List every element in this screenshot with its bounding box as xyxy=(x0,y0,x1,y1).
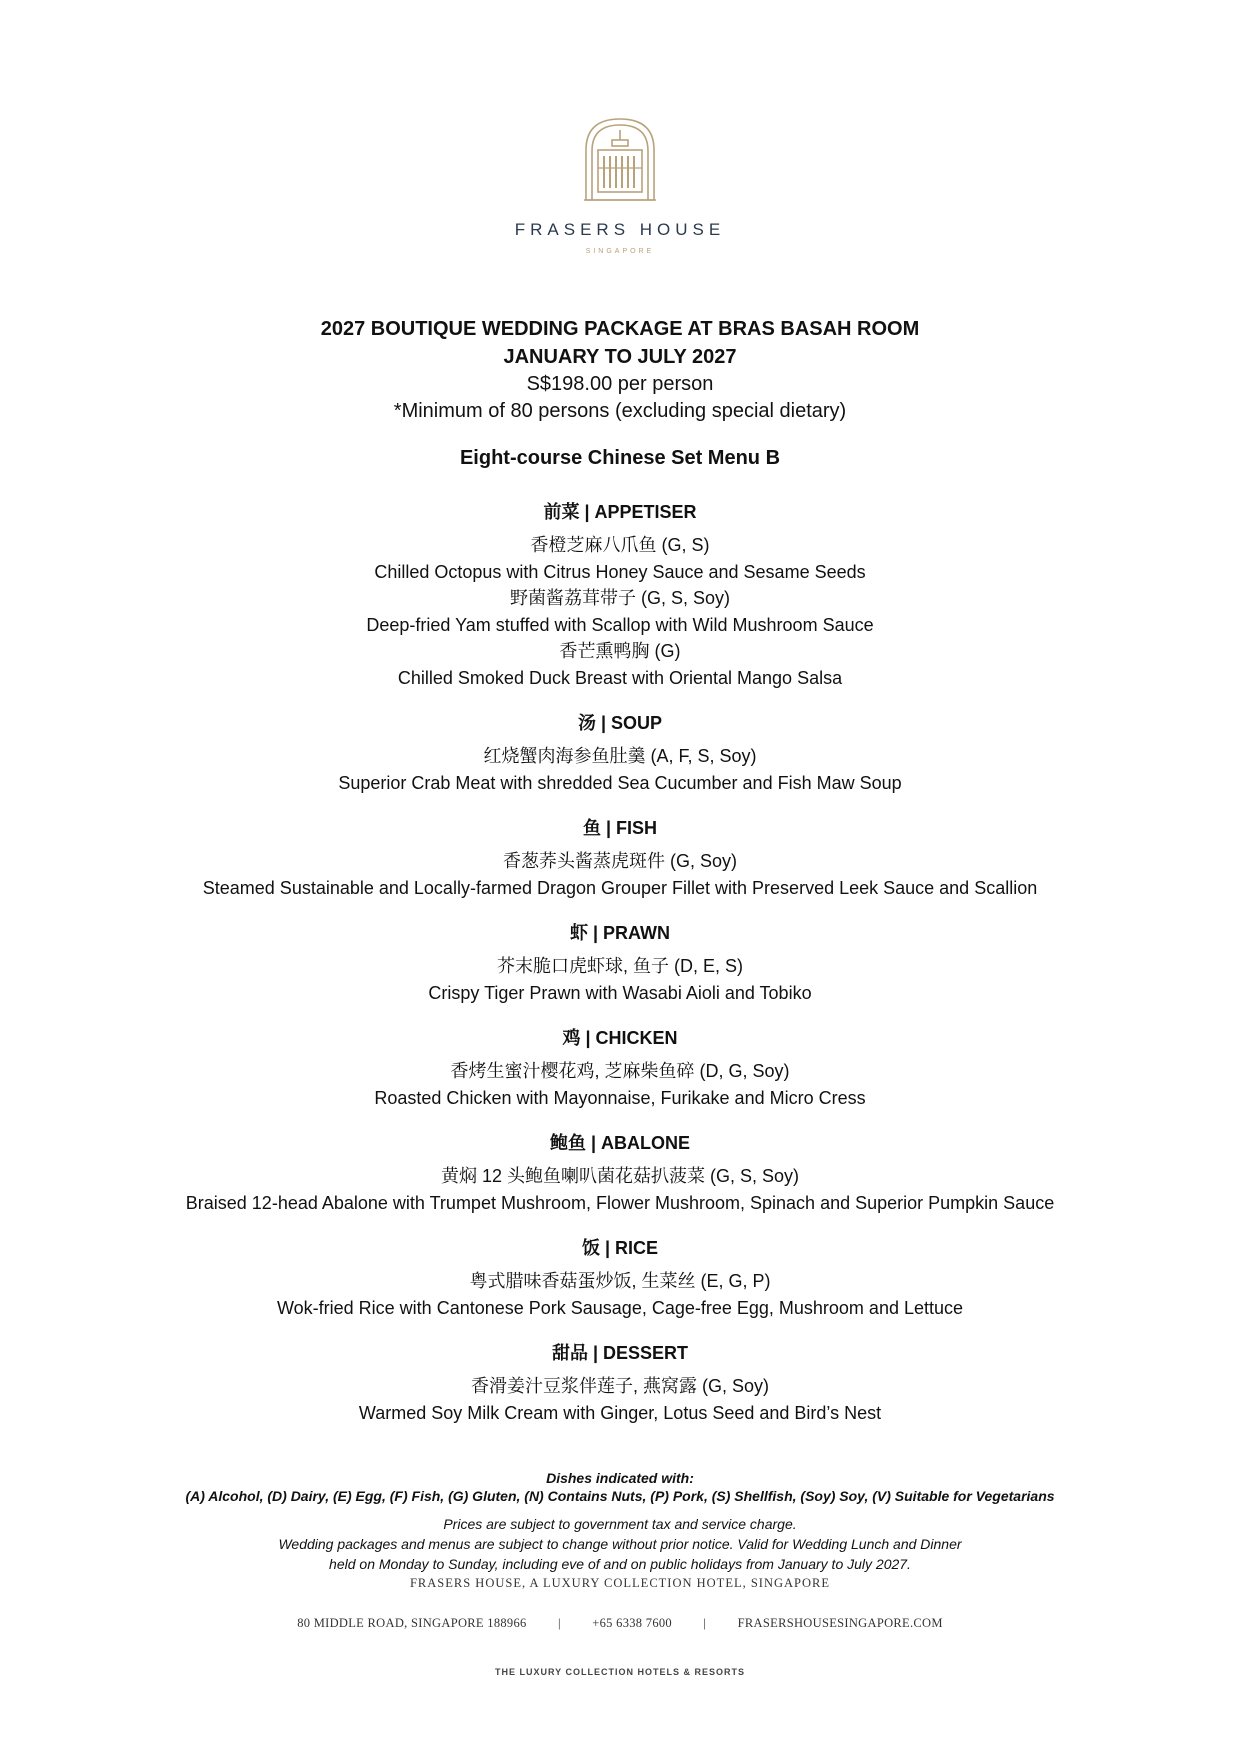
section-rice xyxy=(0,1236,1240,1321)
section-heading: 鲍鱼 | ABALONE xyxy=(549,1133,691,1153)
terms-line: Wedding packages and menus are subject to change without prior notice. Valid for Wedding Lunch and Dinner xyxy=(278,1536,962,1552)
section-heading: 虾 | PRAWN xyxy=(569,923,671,943)
dish-english: Deep-fried Yam stuffed with Scallop with Wild Mushroom Sauce xyxy=(366,614,874,635)
dish-chinese: 红烧蟹肉海参鱼肚羹 (A, F, S, Soy) xyxy=(483,746,757,766)
dish-english: Crispy Tiger Prawn with Wasabi Aioli and Tobiko xyxy=(428,982,812,1003)
section-abalone xyxy=(0,1131,1240,1216)
section-chicken xyxy=(0,1026,1240,1111)
dish-english: Wok-fried Rice with Cantonese Pork Sausage, Cage-free Egg, Mushroom and Lettuce xyxy=(276,1297,964,1318)
section-soup xyxy=(0,711,1240,796)
section-heading: 汤 | SOUP xyxy=(577,713,663,733)
package-minimum: *Minimum of 80 persons (excluding special dietary) xyxy=(393,400,847,422)
dish-chinese: 黄焖 12 头鲍鱼喇叭菌花菇扒菠菜 (G, S, Soy) xyxy=(440,1166,800,1186)
section-heading: 甜品 | DESSERT xyxy=(551,1343,689,1363)
dish-english: Chilled Smoked Duck Breast with Oriental Mango Salsa xyxy=(397,667,843,688)
menu-name: Eight-course Chinese Set Menu B xyxy=(459,447,781,469)
luxury-collection-logo: THE LUXURY COLLECTION HOTELS & RESORTS xyxy=(494,1667,745,1677)
dish-english: Braised 12-head Abalone with Trumpet Mushroom, Flower Mushroom, Spinach and Superior Pumpkin Sauce xyxy=(185,1192,1055,1213)
dish-chinese: 香葱荞头酱蒸虎斑件 (G, Soy) xyxy=(502,851,737,871)
dietary-legend xyxy=(0,1469,1240,1505)
dish-english: Roasted Chicken with Mayonnaise, Furikake and Micro Cress xyxy=(374,1087,866,1108)
footer-address: 80 MIDDLE ROAD, SINGAPORE 188966 xyxy=(297,1616,527,1630)
brand-name: FRASERS HOUSE xyxy=(514,220,726,239)
dish-english: Warmed Soy Milk Cream with Ginger, Lotus Seed and Bird’s Nest xyxy=(358,1402,882,1423)
dish-english: Steamed Sustainable and Locally-farmed Dragon Grouper Fillet with Preserved Leek Sauce and Scallion xyxy=(202,877,1038,898)
footer-hotel-name: FRASERS HOUSE, A LUXURY COLLECTION HOTEL, SINGAPORE xyxy=(409,1576,830,1590)
legend-text: (A) Alcohol, (D) Dairy, (E) Egg, (F) Fish, (G) Gluten, (N) Contains Nuts, (P) Pork, (S) Shellfish, (Soy) Soy, (V) Suitable for Vegetarians xyxy=(185,1488,1055,1504)
footer-separator: | xyxy=(703,1616,707,1630)
section-fish xyxy=(0,816,1240,901)
section-prawn xyxy=(0,921,1240,1006)
dish-english: Chilled Octopus with Citrus Honey Sauce and Sesame Seeds xyxy=(374,561,866,582)
footer-website-link[interactable]: FRASERSHOUSESINGAPORE.COM xyxy=(737,1616,943,1630)
dish-chinese: 香芒熏鸭胸 (G) xyxy=(559,641,681,661)
brand-location: SINGAPORE xyxy=(585,248,655,255)
menu-sections xyxy=(0,500,1240,1446)
legend-title: Dishes indicated with: xyxy=(546,1470,694,1486)
dish-chinese: 芥末脆口虎虾球, 鱼子 (D, E, S) xyxy=(496,956,743,976)
dish-chinese: 粤式腊味香菇蛋炒饭, 生菜丝 (E, G, P) xyxy=(469,1271,771,1291)
section-heading: 饭 | RICE xyxy=(581,1238,659,1258)
section-heading: 前菜 | APPETISER xyxy=(543,502,697,522)
package-price: S$198.00 per person xyxy=(526,373,714,395)
logo xyxy=(0,116,1240,202)
dish-chinese: 香烤生蜜汁樱花鸡, 芝麻柴鱼碎 (D, G, Soy) xyxy=(450,1061,790,1081)
section-heading: 鱼 | FISH xyxy=(582,818,658,838)
terms-notice xyxy=(0,1514,1240,1574)
section-appetiser xyxy=(0,500,1240,691)
package-period: JANUARY TO JULY 2027 xyxy=(503,346,737,368)
dish-english: Superior Crab Meat with shredded Sea Cucumber and Fish Maw Soup xyxy=(338,772,902,793)
footer-phone[interactable]: +65 6338 7600 xyxy=(592,1616,672,1630)
arched-window-logo-icon xyxy=(582,116,658,202)
section-heading: 鸡 | CHICKEN xyxy=(562,1028,678,1048)
package-title: 2027 BOUTIQUE WEDDING PACKAGE AT BRAS BASAH ROOM xyxy=(320,318,920,340)
footer-separator: | xyxy=(558,1616,561,1630)
footer-contact xyxy=(0,1616,1240,1631)
dish-chinese: 野菌酱荔茸带子 (G, S, Soy) xyxy=(509,588,731,608)
terms-line: held on Monday to Sunday, including eve of and on public holidays from January to July 2027. xyxy=(329,1556,911,1572)
dish-chinese: 香滑姜汁豆浆伴莲子, 燕窝露 (G, Soy) xyxy=(470,1376,769,1396)
terms-line: Prices are subject to government tax and service charge. xyxy=(443,1516,797,1532)
section-dessert xyxy=(0,1341,1240,1426)
package-header xyxy=(0,315,1240,470)
dish-chinese: 香橙芝麻八爪鱼 (G, S) xyxy=(530,535,710,555)
